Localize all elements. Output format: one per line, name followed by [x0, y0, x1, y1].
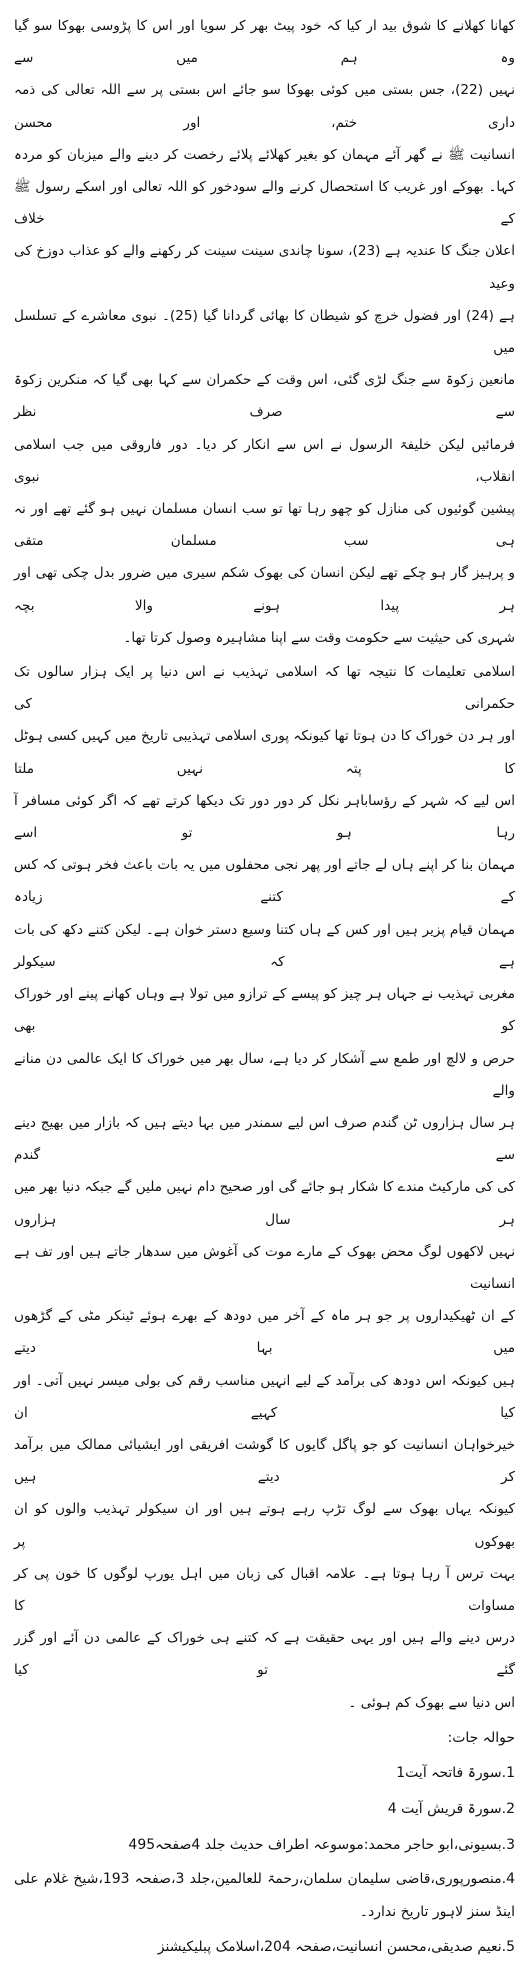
paragraph-line: اسلامی تعلیمات کا نتیجہ تھا کہ اسلامی تہذیب نے اس دنیا پر ایک ہزار سالوں تک حکمرانی کی: [14, 664, 515, 713]
reference-item: 1.سورۃ فاتحہ آیت1: [396, 1764, 515, 1781]
paragraph-line: ہر سال ہزاروں ٹن گندم صرف اس لیے سمندر میں بہا دیتے ہیں کہ بازار میں بھیج دینے سے گندم: [14, 1114, 515, 1164]
paragraph-line: کی کی مارکیٹ مندے کا شکار ہو جائے گی اور صحیح دام نہیں ملیں گے جبکہ دنیا بھر میں ہر سال ہزاروں: [14, 1179, 515, 1228]
paragraph-line: کیونکہ یہاں بھوک سے لوگ تڑپ رہے ہوتے ہیں اور ان سیکولر تہذیب والوں کو ان بھوکوں پر: [14, 1501, 515, 1550]
paragraph-line: ہیں کیونکہ اس دودھ کی برآمد کے لیے انہیں مناسب رقم کی بولی میسر نہیں آتی۔ اور کیا کہیے ان: [14, 1372, 515, 1421]
paragraph-line: مغربی تہذیب نے جہاں ہر چیز کو پیسے کے ترازو میں تولا ہے وہاں کھانے پینے اور خوراک کو بھی: [14, 986, 515, 1035]
body-paragraph: [14, 10, 515, 654]
paragraph-line: اعلان جنگ کا عندیہ ہے (23)، سونا چاندی سینت سینت کر رکھنے والے کو عذاب دوزخ کی وعید: [14, 243, 515, 292]
references-list: [14, 1755, 515, 1965]
paragraph-line: کہا۔ بھوکے اور غریب کا استحصال کرنے والے سودخور کو اللہ تعالی اور اسکے رسول ﷺ کے خلاف: [14, 179, 515, 228]
paragraph-line: مانعین زکوۃ سے جنگ لڑی گئی، اس وقت کے حکمران سے کہا بھی گیا کہ منکرین زکوۃ سے صرف نظر: [14, 372, 515, 421]
references-heading: حوالہ جات:: [447, 1729, 515, 1746]
paragraph-line: حرص و لالچ اور طمع سے آشکار کر دیا ہے، سال بھر میں خوراک کا ایک عالمی دن منانے والے: [14, 1050, 515, 1099]
paragraph-line: بہت ترس آ رہا ہوتا ہے۔ علامہ اقبال کی زبان میں اہل یورپ لوگوں کا خون پی کر مساوات کا: [14, 1565, 515, 1614]
paragraph-line: شہری کی حیثیت سے حکومت وقت سے اپنا مشاہیرہ وصول کرتا تھا۔: [123, 629, 515, 646]
paragraph-line: نہیں لاکھوں لوگ محض بھوک کے مارے موت کی آغوش میں سدھار جاتے ہیں اور تف ہے انسانیت: [14, 1243, 515, 1292]
reference-item: 2.سورۃ قریش آیت 4: [387, 1800, 515, 1817]
reference-item: 4.منصورپوری،قاضی سلیمان سلمان،رحمۃ للعالمین،جلد 3،صفحہ 193،شیخ غلام علی اینڈ سنز لاہور تاریخ ندارد۔: [14, 1870, 515, 1920]
body-paragraph: [14, 656, 515, 1719]
paragraph-line: ہے (24) اور فضول خرچ کو شیطان کا بھائی گردانا گیا (25)۔ نبوی معاشرے کے تسلسل میں: [14, 307, 515, 357]
paragraph-line: خیرخواہان انسانیت کو جو پاگل گایوں کا گوشت افریقی اور ایشیائی ممالک میں برآمد کر دیتے ہیں: [14, 1436, 515, 1486]
paragraph-line: کھانا کھلانے کا شوق بید ار کیا کہ خود پیٹ بھر کر سویا اور اس کا پڑوسی بھوکا سو گیا وہ ہم میں سے: [14, 18, 515, 67]
reference-item: 5.نعیم صدیقی،محسن انسانیت،صفحہ 204،اسلامک پبلیکیشنز: [157, 1938, 515, 1955]
paragraph-line: کے ان ٹھیکیداروں پر جو ہر ماہ کے آخر میں دودھ کے بھرے ہوئے ٹینکر مٹی کے گڑھوں میں بہا دیتے: [14, 1308, 515, 1357]
paragraph-line: اس لیے کہ شہر کے رؤساباہر نکل کر دور دور تک دیکھا کرتے تھے کہ اگر کوئی مسافر آ رہا ہو تو اسے: [14, 792, 515, 842]
paragraph-line: درس دینے والے ہیں اور یہی حقیقت ہے کہ کتنے ہی خوراک کے عالمی دن آئے اور گزر گئے تو کیا: [14, 1630, 515, 1679]
paragraph-line: انسانیت ﷺ نے گھر آئے مہمان کو بغیر کھلائے پلائے رخصت کر دینے والے میزبان کو مردہ: [14, 146, 515, 163]
paragraph-line: نہیں (22)، جس بستی میں کوئی بھوکا سو جائے اس بستی پر سے اللہ تعالی کی ذمہ داری ختم، اور محسن: [14, 82, 515, 131]
article-body: [14, 10, 515, 1719]
paragraph-line: و پرہیز گار ہو چکے تھے لیکن انسان کی بھوک شکم سیری میں ضرور بدل چکی تھی اور ہر پیدا ہونے والا بچہ: [14, 565, 515, 614]
paragraph-line: پیشین گوئیوں کی منازل کو چھو رہا تھا تو سب انسان مسلمان نہیں ہو گئے تھے اور نہ ہی سب مسلمان متقی: [14, 501, 515, 550]
reference-item: 3.بسیونی،ابو حاجر محمد:موسوعہ اطراف حدیث جلد 4صفحہ495: [128, 1836, 515, 1853]
paragraph-line: فرمائیں لیکن خلیفۃ الرسول نے اس سے انکار کر دیا۔ دور فاروقی میں جب اسلامی انقلاب، نبوی: [14, 436, 515, 485]
paragraph-line: اس دنیا سے بھوک کم ہوئی ۔: [348, 1694, 515, 1711]
paragraph-line: مہمان قیام پزیر ہیں اور کس کے ہاں کتنا وسیع دستر خوان ہے۔ لیکن کتنے دکھ کی بات ہے کہ سیکولر: [14, 921, 515, 970]
paragraph-line: مہمان بنا کر اپنے ہاں لے جاتے اور پھر نجی محفلوں میں یہ بات باعث فخر ہوتی کہ کس کے کتنے زیادہ: [14, 857, 515, 906]
paragraph-line: اور ہر دن خوراک کا دن ہوتا تھا کیونکہ پوری اسلامی تہذیبی تاریخ میں کہیں کسی ہوٹل کا پتہ نہیں ملتا: [14, 728, 515, 777]
